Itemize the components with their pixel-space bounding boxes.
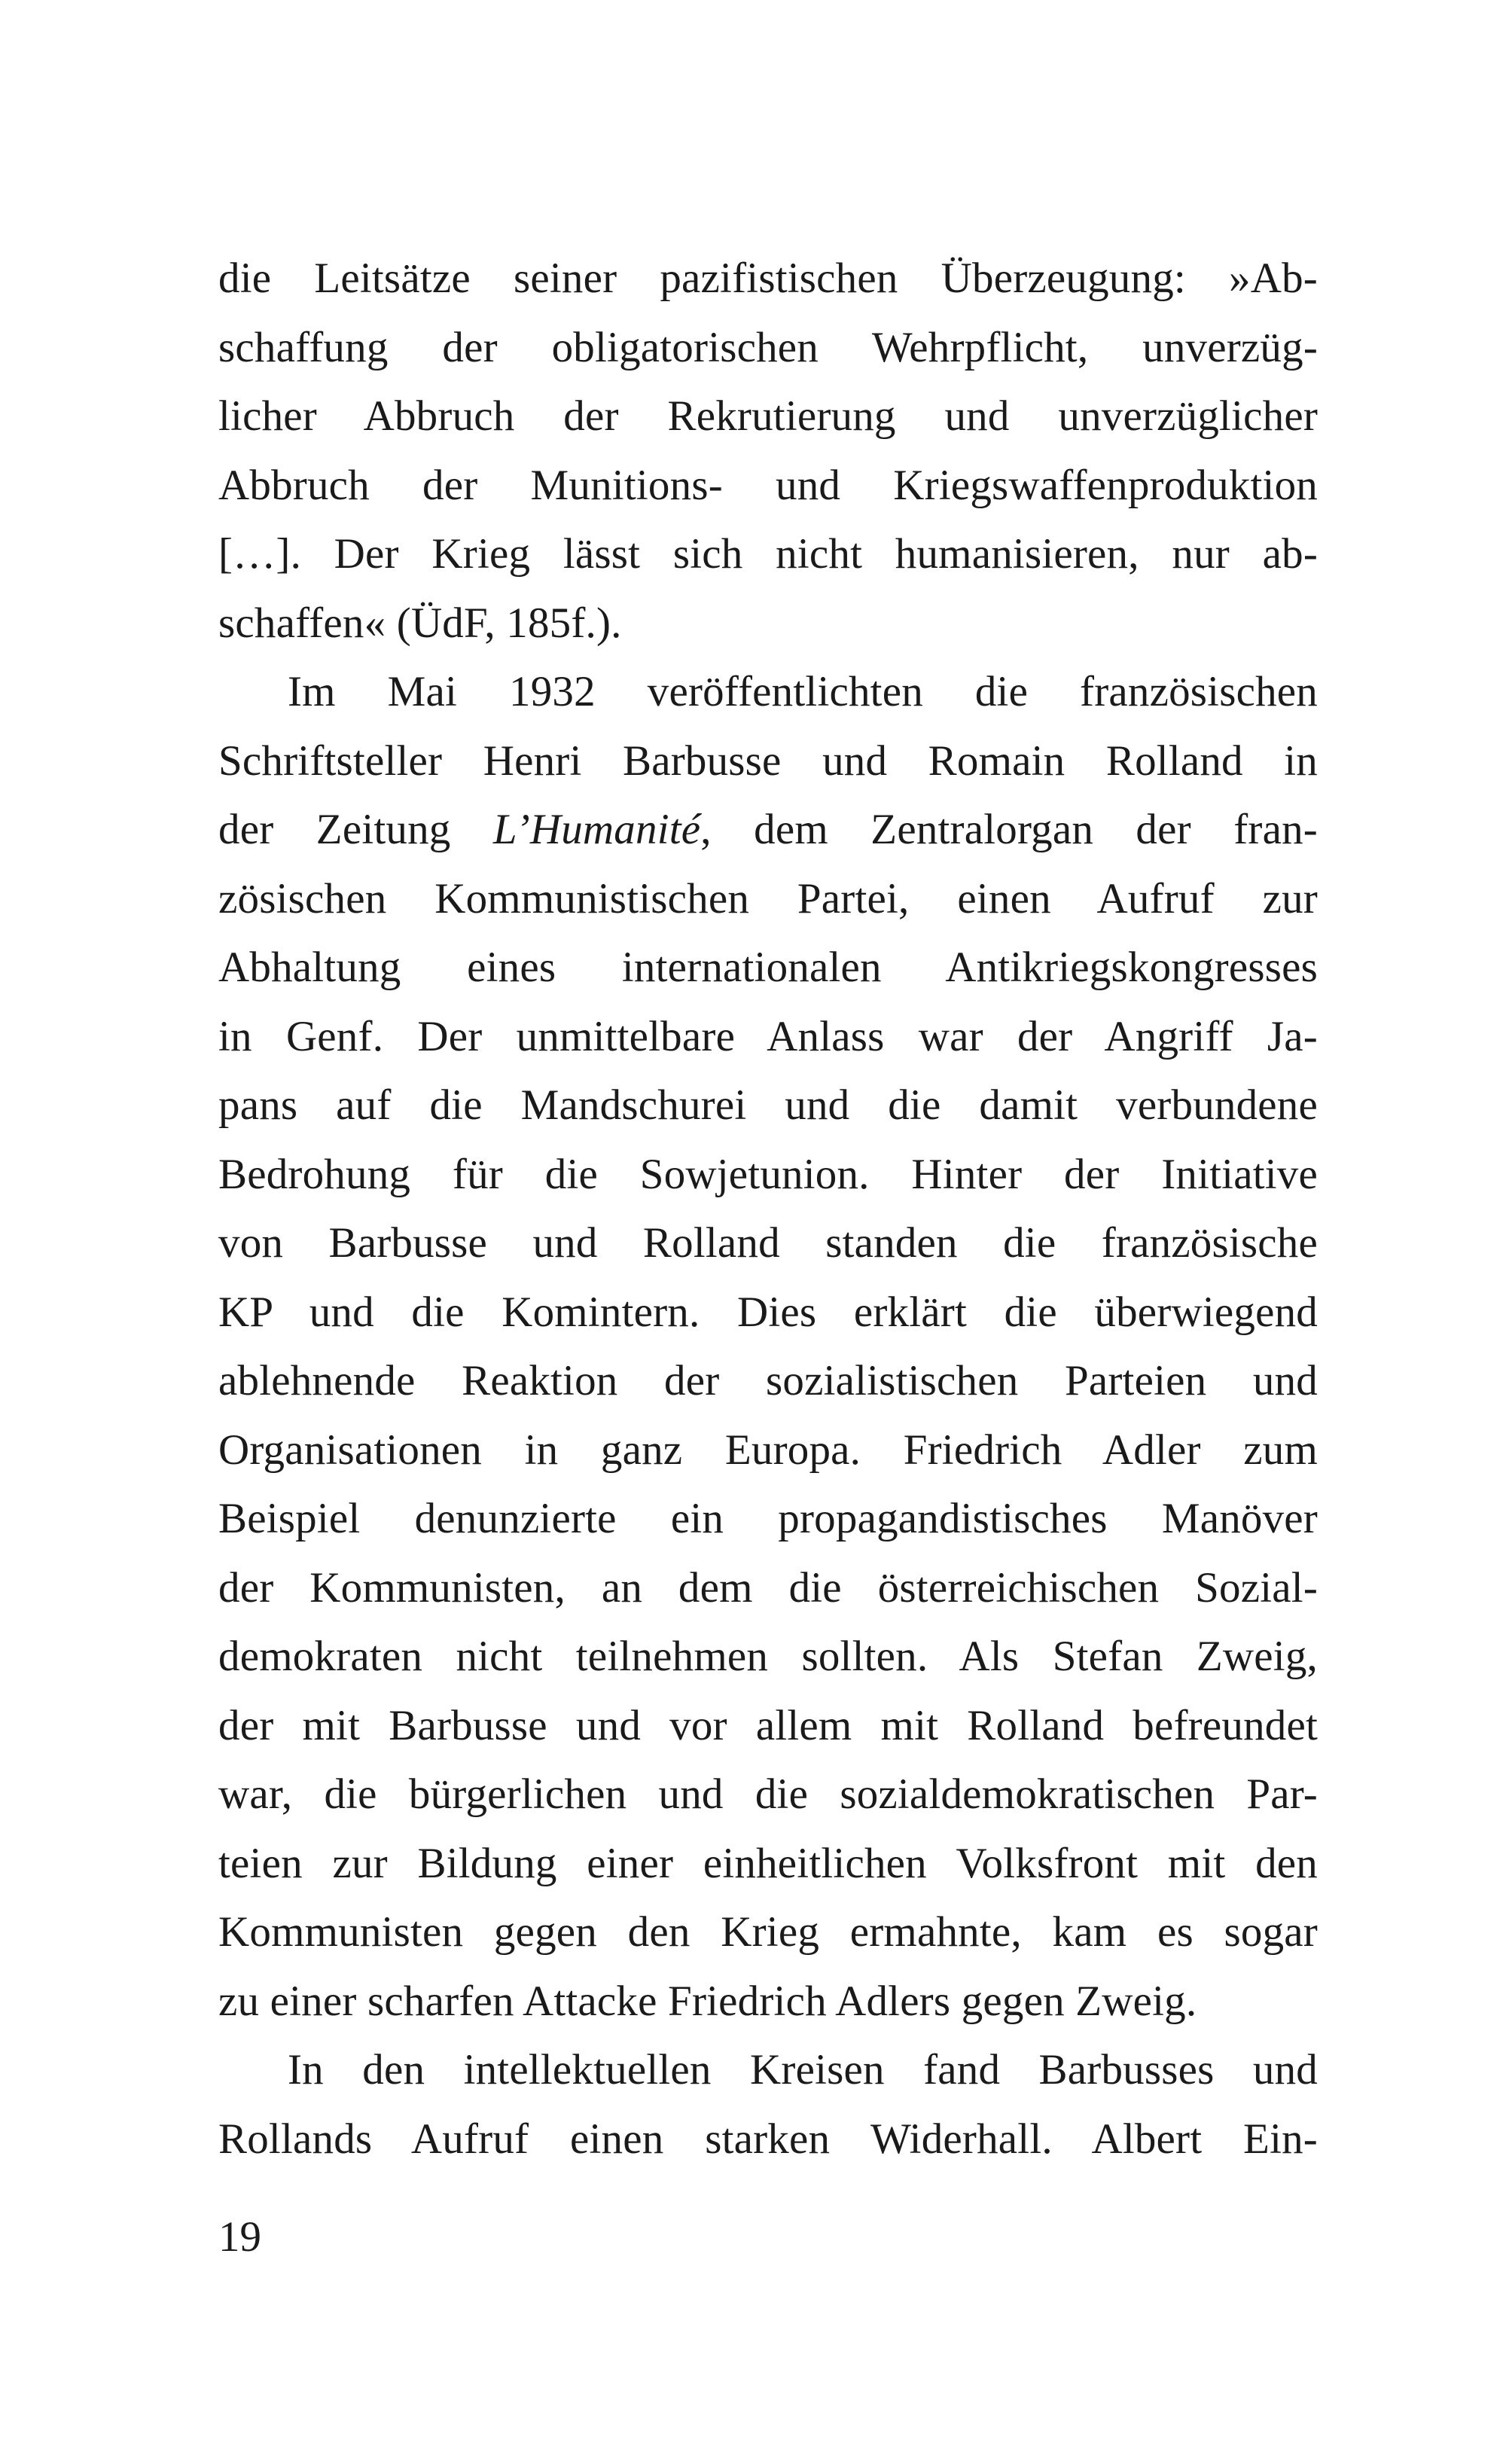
text-line: die Leitsätze seiner pazifistischen Überzeugung: »Ab- — [218, 255, 1318, 302]
text-line: der mit Barbusse und vor allem mit Rolland befreundet — [218, 1701, 1318, 1749]
text-line: schaffen« (ÜdF, 185f.). — [218, 599, 622, 647]
text-line: war, die bürgerlichen und die sozialdemokratischen Par- — [218, 1770, 1318, 1818]
page-number: 19 — [218, 2213, 261, 2261]
text-line: teien zur Bildung einer einheitlichen Volksfront mit den — [218, 1839, 1318, 1887]
text-line: Im Mai 1932 veröffentlichten die französischen — [288, 668, 1318, 715]
text-line: Rollands Aufruf einen starken Widerhall. Albert Ein- — [218, 2115, 1318, 2163]
body-text — [218, 244, 1318, 2173]
text-line: Abbruch der Munitions- und Kriegswaffenproduktion — [218, 461, 1318, 509]
text-line: ablehnende Reaktion der sozialistischen Parteien und — [218, 1357, 1318, 1404]
text-line: demokraten nicht teilnehmen sollten. Als Stefan Zweig, — [218, 1633, 1318, 1680]
text-line: licher Abbruch der Rekrutierung und unverzüglicher — [218, 392, 1318, 440]
text-line: zu einer scharfen Attacke Friedrich Adlers gegen Zweig. — [218, 1977, 1197, 2025]
text-line: Bedrohung für die Sowjetunion. Hinter der Initiative — [218, 1150, 1318, 1198]
text-line: zösischen Kommunistischen Partei, einen Aufruf zur — [218, 874, 1318, 922]
text-line: In den intellektuellen Kreisen fand Barbusses und — [288, 2046, 1318, 2093]
text-line: Kommunisten gegen den Krieg ermahnte, kam es sogar — [218, 1908, 1318, 1956]
text-line: Schriftsteller Henri Barbusse und Romain Rolland in — [218, 736, 1318, 785]
text-line: Beispiel denunzierte ein propagandistisches Manöver — [218, 1495, 1318, 1542]
text-line: der Zeitung L’Humanité, dem Zentralorgan der fran- — [218, 806, 1318, 853]
text-line: […]. Der Krieg lässt sich nicht humanisieren, nur ab- — [218, 530, 1318, 578]
text-line: der Kommunisten, an dem die österreichischen Sozial- — [218, 1563, 1318, 1612]
text-line: von Barbusse und Rolland standen die französische — [218, 1219, 1318, 1267]
text-line: schaffung der obligatorischen Wehrpflicht, unverzüg- — [218, 323, 1318, 371]
newspaper-title: L’Humanité — [492, 806, 701, 853]
text-line: in Genf. Der unmittelbare Anlass war der Angriff Ja- — [218, 1012, 1318, 1060]
text-line: Abhaltung eines internationalen Antikriegskongresses — [218, 944, 1318, 991]
text-line: Organisationen in ganz Europa. Friedrich Adler zum — [218, 1426, 1318, 1474]
text-line: pans auf die Mandschurei und die damit verbundene — [218, 1081, 1318, 1129]
text-line: KP und die Komintern. Dies erklärt die überwiegend — [218, 1288, 1318, 1336]
